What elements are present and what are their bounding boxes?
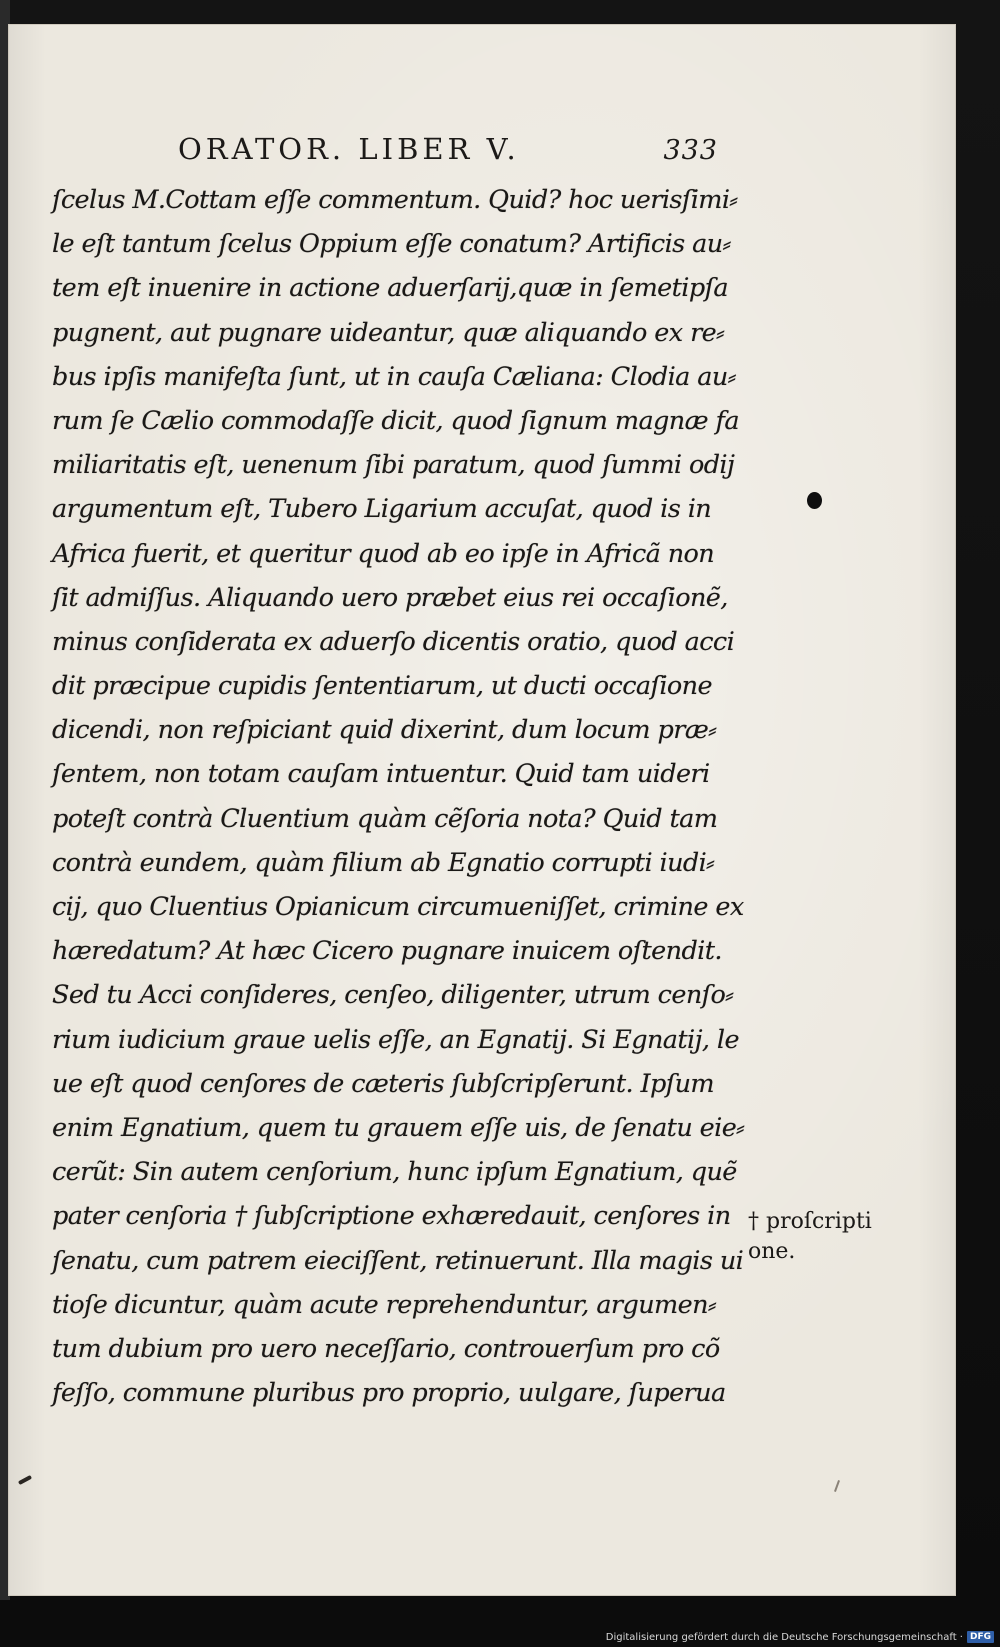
text-line: le eſt tantum ſcelus Oppium eſſe conatum? Artificis au⸗ [52,229,731,260]
digitization-credit [606,1630,994,1644]
text-line: poteſt contrà Cluentium quàm cẽſoria nota? Quid tam [52,803,718,834]
marginal-note-line-2: one. [748,1239,796,1264]
credit-text: Digitalisierung gefördert durch die Deutsche Forschungsgemeinschaft · [605,1631,963,1643]
text-line: tum dubium pro uero neceſſario, controuerſum pro cõ [52,1333,720,1364]
text-line: bus ipſis manifeſta ſunt, ut in cauſa Cæliana: Clodia au⸗ [52,361,736,392]
running-head [178,132,718,172]
marginal-note [748,1207,888,1267]
text-line: pater cenſoria † ſubſcriptione exhæredauit, cenſores in [52,1201,731,1232]
text-line: dicendi, non reſpiciant quid dixerint, dum locum præ⸗ [52,715,717,746]
text-line: ſcelus M.Cottam eſſe commentum. Quid? hoc uerisſimi⸗ [52,185,738,215]
text-line: feſſo, commune pluribus pro proprio, uulgare, ſuperuа [52,1378,726,1409]
marginal-note-line-1: † proſcripti [748,1209,872,1234]
pencil-mark [834,1480,840,1492]
ink-stroke-mark [18,1475,32,1485]
ink-blot [807,492,822,509]
text-line: contrà eundem, quàm filium ab Egnatio corrupti iudi⸗ [52,847,715,878]
text-line: rium iudicium graue uelis eſſe, an Egnatij. Si Egnatij, le [52,1024,739,1055]
text-line: argumentum eſt, Tubero Ligarium accuſat, quod is in [52,494,712,525]
text-line: ſenatu, cum patrem eieciſſent, retinuerunt. Illa magis ui [52,1245,744,1276]
text-line: miliaritatis eſt, uenenum ſibi paratum, quod ſummi odij [52,450,735,481]
dfg-logo: DFG [967,1631,994,1643]
text-line: cij, quo Cluentius Opianicum circumueniſſet, crimine ex [52,892,744,922]
text-line: Africa fuerit, et queritur quod ab eo ipſe in Africã non [52,538,715,569]
running-title: ORATOR. LIBER V. [178,132,520,166]
text-line: ue eſt quod cenſores de cæteris ſubſcripſerunt. Ipſum [52,1068,714,1099]
text-line: Sed tu Acci conſideres, cenſeo, diligenter, utrum cenſo⸗ [52,980,734,1011]
text-line: cerũt: Sin autem cenſorium, hunc ipſum Egnatium, quẽ [52,1157,737,1188]
text-line: minus conſiderata ex aduerſo dicentis oratio, quod acci [52,626,735,657]
text-line: tem eſt inuenire in actione aduerſarij,quæ in ſemetipſa [52,273,729,304]
text-block [52,178,752,1415]
page-number: 333 [663,135,718,166]
text-line: ſentem, non totam cauſam intuentur. Quid tam uideri [52,759,710,790]
text-line: enim Egnatium, quem tu grauem eſſe uis, de ſenatu eie⸗ [52,1112,745,1143]
book-page [8,24,956,1596]
text-line: rum ſe Cælio commodaſſe dicit, quod ſignum magnæ fa [52,405,739,436]
text-line: hæredatum? At hæc Cicero pugnare inuicem oſtendit. [52,936,722,967]
text-line: ſit admiſſus. Aliquando uero præbet eius rei occaſionẽ, [52,582,728,613]
text-line: dit præcipue cupidis ſententiarum, ut ducti occaſione [52,671,712,702]
text-line: pugnent, aut pugnare uideantur, quæ aliquando ex re⸗ [52,317,725,348]
text-line: tioſe dicuntur, quàm acute reprehenduntur, argumen⸗ [52,1289,716,1320]
